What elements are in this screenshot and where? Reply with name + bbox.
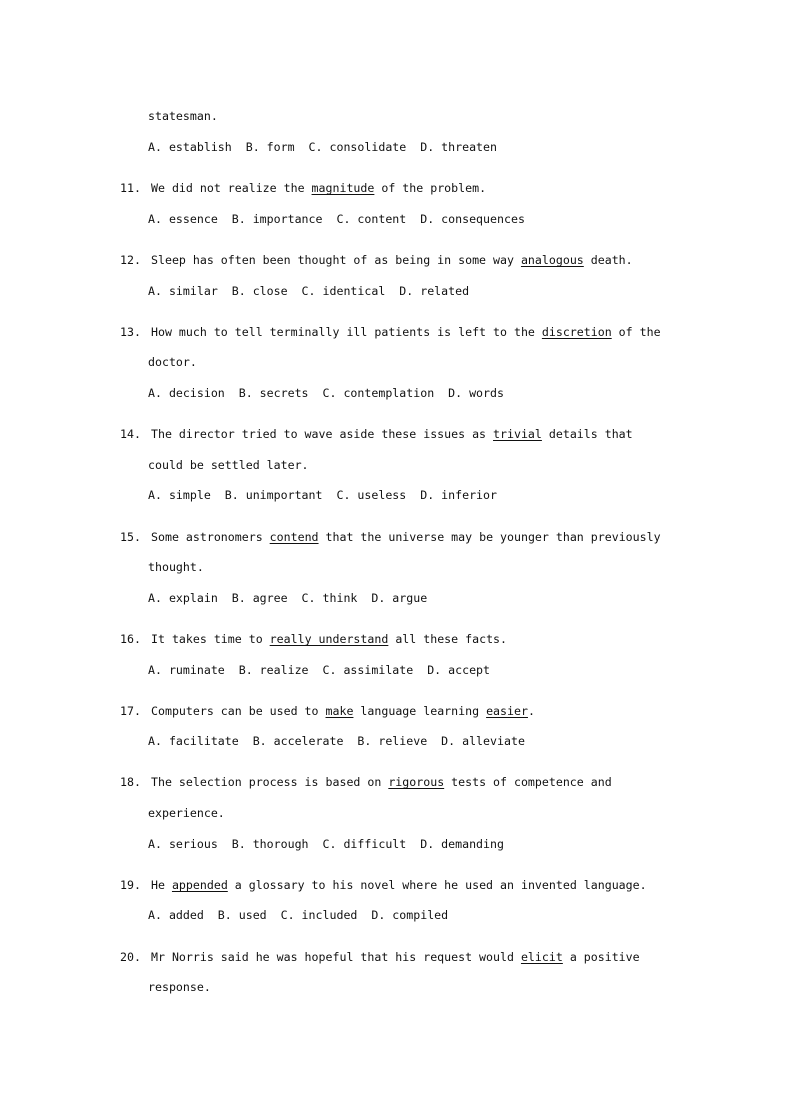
question-number-14: 14. bbox=[120, 427, 141, 441]
options-12: A. similar B. close C. identical D. related bbox=[148, 284, 470, 298]
options-10: A. establish B. form C. consolidate D. threaten bbox=[148, 140, 498, 154]
question-14-continuation: could be settled later. bbox=[148, 458, 309, 472]
question-14: The director tried to wave aside these issues as trivial details that bbox=[151, 427, 633, 441]
intro-tail: statesman. bbox=[148, 109, 218, 123]
question-15: Some astronomers contend that the universe may be younger than previously bbox=[151, 530, 661, 544]
target-word-11: magnitude bbox=[311, 181, 375, 195]
question-17: Computers can be used to make language learning easier. bbox=[151, 704, 535, 718]
options-15: A. explain B. agree C. think D. argue bbox=[148, 591, 428, 605]
target-word-16: really understand bbox=[269, 632, 389, 646]
question-19: He appended a glossary to his novel where he used an invented language. bbox=[151, 878, 647, 892]
options-13: A. decision B. secrets C. contemplation D. words bbox=[148, 386, 504, 400]
target-word-18: rigorous bbox=[388, 775, 445, 789]
question-number-13: 13. bbox=[120, 325, 141, 339]
target-word-14: trivial bbox=[493, 427, 542, 441]
question-number-12: 12. bbox=[120, 253, 141, 267]
question-number-15: 15. bbox=[120, 530, 141, 544]
options-19: A. added B. used C. included D. compiled bbox=[148, 908, 449, 922]
question-12: Sleep has often been thought of as being in some way analogous death. bbox=[151, 253, 633, 267]
target-word-20: elicit bbox=[520, 950, 563, 964]
question-number-11: 11. bbox=[120, 181, 141, 195]
question-18-continuation: experience. bbox=[148, 806, 225, 820]
question-16: It takes time to really understand all these facts. bbox=[151, 632, 508, 646]
options-17: A. facilitate B. accelerate B. relieve D. alleviate bbox=[148, 734, 525, 748]
question-13-continuation: doctor. bbox=[148, 355, 197, 369]
question-number-16: 16. bbox=[120, 632, 141, 646]
question-18: The selection process is based on rigorous tests of competence and bbox=[151, 775, 612, 789]
question-11: We did not realize the magnitude of the problem. bbox=[151, 181, 487, 195]
target-word-13: discretion bbox=[541, 325, 612, 339]
question-number-17: 17. bbox=[120, 704, 141, 718]
question-13: How much to tell terminally ill patients is left to the discretion of the bbox=[151, 325, 661, 339]
target-word-12: analogous bbox=[520, 253, 584, 267]
options-11: A. essence B. importance C. content D. consequences bbox=[148, 212, 525, 226]
target-word-17a: make bbox=[325, 704, 354, 718]
options-18: A. serious B. thorough C. difficult D. demanding bbox=[148, 837, 504, 851]
options-14: A. simple B. unimportant C. useless D. inferior bbox=[148, 488, 498, 502]
question-number-18: 18. bbox=[120, 775, 141, 789]
target-word-19: appended bbox=[171, 878, 228, 892]
options-16: A. ruminate B. realize C. assimilate D. accept bbox=[148, 663, 491, 677]
target-word-17b: easier bbox=[486, 704, 528, 718]
target-word-15: contend bbox=[269, 530, 319, 544]
question-number-19: 19. bbox=[120, 878, 141, 892]
question-number-20: 20. bbox=[120, 950, 141, 964]
question-20-continuation: response. bbox=[148, 980, 211, 994]
question-20: Mr Norris said he was hopeful that his request would elicit a positive bbox=[151, 950, 640, 964]
question-15-continuation: thought. bbox=[148, 560, 204, 574]
